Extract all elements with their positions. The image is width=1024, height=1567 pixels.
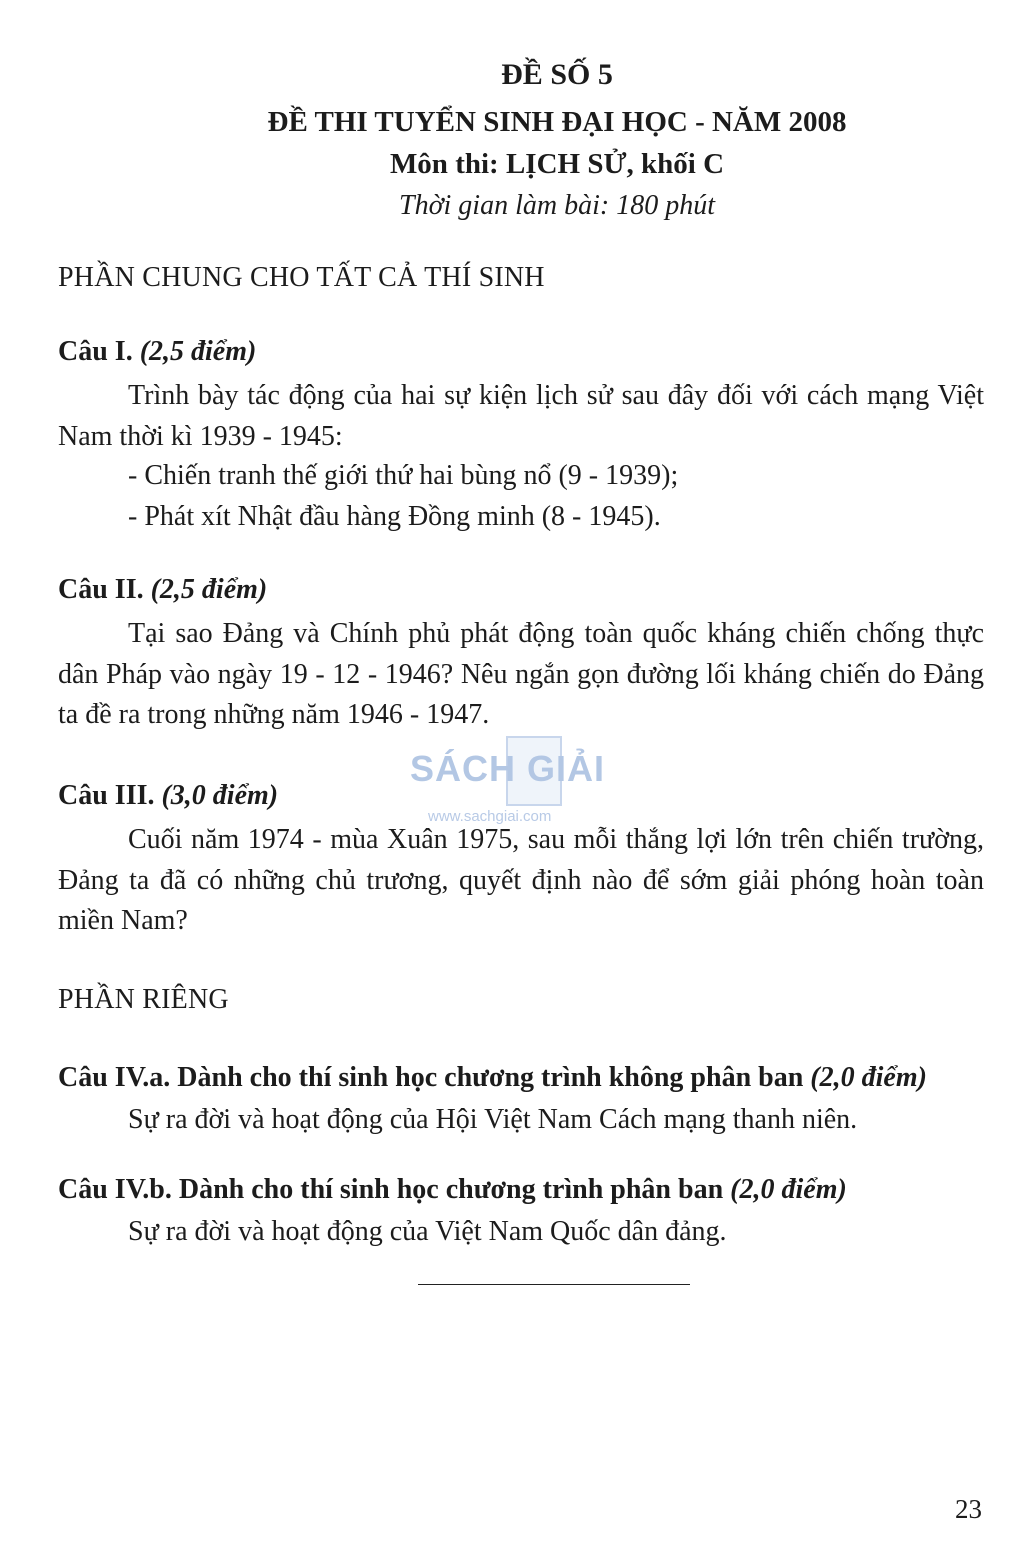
question-2-text: Tại sao Đảng và Chính phủ phát động toàn quốc kháng chiến chống thực dân Pháp vào ngày 19 - 12 - 1946? Nêu ngắn gọn đường lối kháng chiến do Đảng ta đề ra trong những năm 1946 - 1947.: [58, 618, 984, 730]
question-3-text: Cuối năm 1974 - mùa Xuân 1975, sau mỗi thắng lợi lớn trên chiến trường, Đảng ta đã có những chủ trương, quyết định nào để sớm giải phóng hoàn toàn miền Nam?: [58, 824, 984, 936]
question-4a-label: Câu IV.a. Dành cho thí sinh học chương trình không phân ban: [58, 1062, 804, 1093]
question-3-title: [58, 780, 278, 812]
exam-title: ĐỀ THI TUYỂN SINH ĐẠI HỌC - NĂM 2008: [267, 106, 847, 138]
watermark-url: www.sachgiai.com: [428, 808, 552, 825]
question-4b-label: Câu IV.b. Dành cho thí sinh học chương trình phân ban: [58, 1174, 724, 1205]
part-separate-heading: PHẦN RIÊNG: [58, 984, 229, 1015]
question-1-points: (2,5 điểm): [139, 336, 257, 367]
question-2-title: [58, 574, 267, 606]
question-4a-title: [58, 1062, 927, 1094]
question-4a-text: Sự ra đời và hoạt động của Hội Việt Nam Cách mạng thanh niên.: [128, 1104, 858, 1135]
question-2-label: Câu II.: [58, 574, 144, 605]
question-1-title: [58, 336, 256, 368]
question-1-item-2: - Phát xít Nhật đầu hàng Đồng minh (8 - 1945).: [128, 501, 661, 532]
watermark-brand: SÁCH GIẢI: [410, 748, 606, 789]
question-4b-points: (2,0 điểm): [730, 1174, 847, 1205]
exam-subject: Môn thi: LỊCH SỬ, khối C: [389, 148, 725, 180]
page-number: 23: [955, 1494, 982, 1524]
question-4b-title: [58, 1174, 847, 1206]
question-4b-text: Sự ra đời và hoạt động của Việt Nam Quốc dân đảng.: [128, 1216, 727, 1247]
question-1-text: Trình bày tác động của hai sự kiện lịch sử sau đây đối với cách mạng Việt Nam thời kì 1939 - 1945:: [58, 380, 984, 452]
question-4a-points: (2,0 điểm): [810, 1062, 927, 1093]
watermark-logo: [410, 736, 620, 831]
exam-time: Thời gian làm bài: 180 phút: [399, 190, 715, 221]
question-1-label: Câu I.: [58, 336, 133, 367]
question-1-item-1: - Chiến tranh thế giới thứ hai bùng nổ (9 - 1939);: [128, 460, 679, 491]
question-3-points: (3,0 điểm): [161, 780, 279, 811]
part-common-heading: PHẦN CHUNG CHO TẤT CẢ THÍ SINH: [58, 262, 545, 293]
question-3-label: Câu III.: [58, 780, 155, 811]
exam-number: ĐỀ SỐ 5: [501, 58, 613, 91]
question-2-points: (2,5 điểm): [150, 574, 268, 605]
end-divider: [418, 1284, 690, 1285]
